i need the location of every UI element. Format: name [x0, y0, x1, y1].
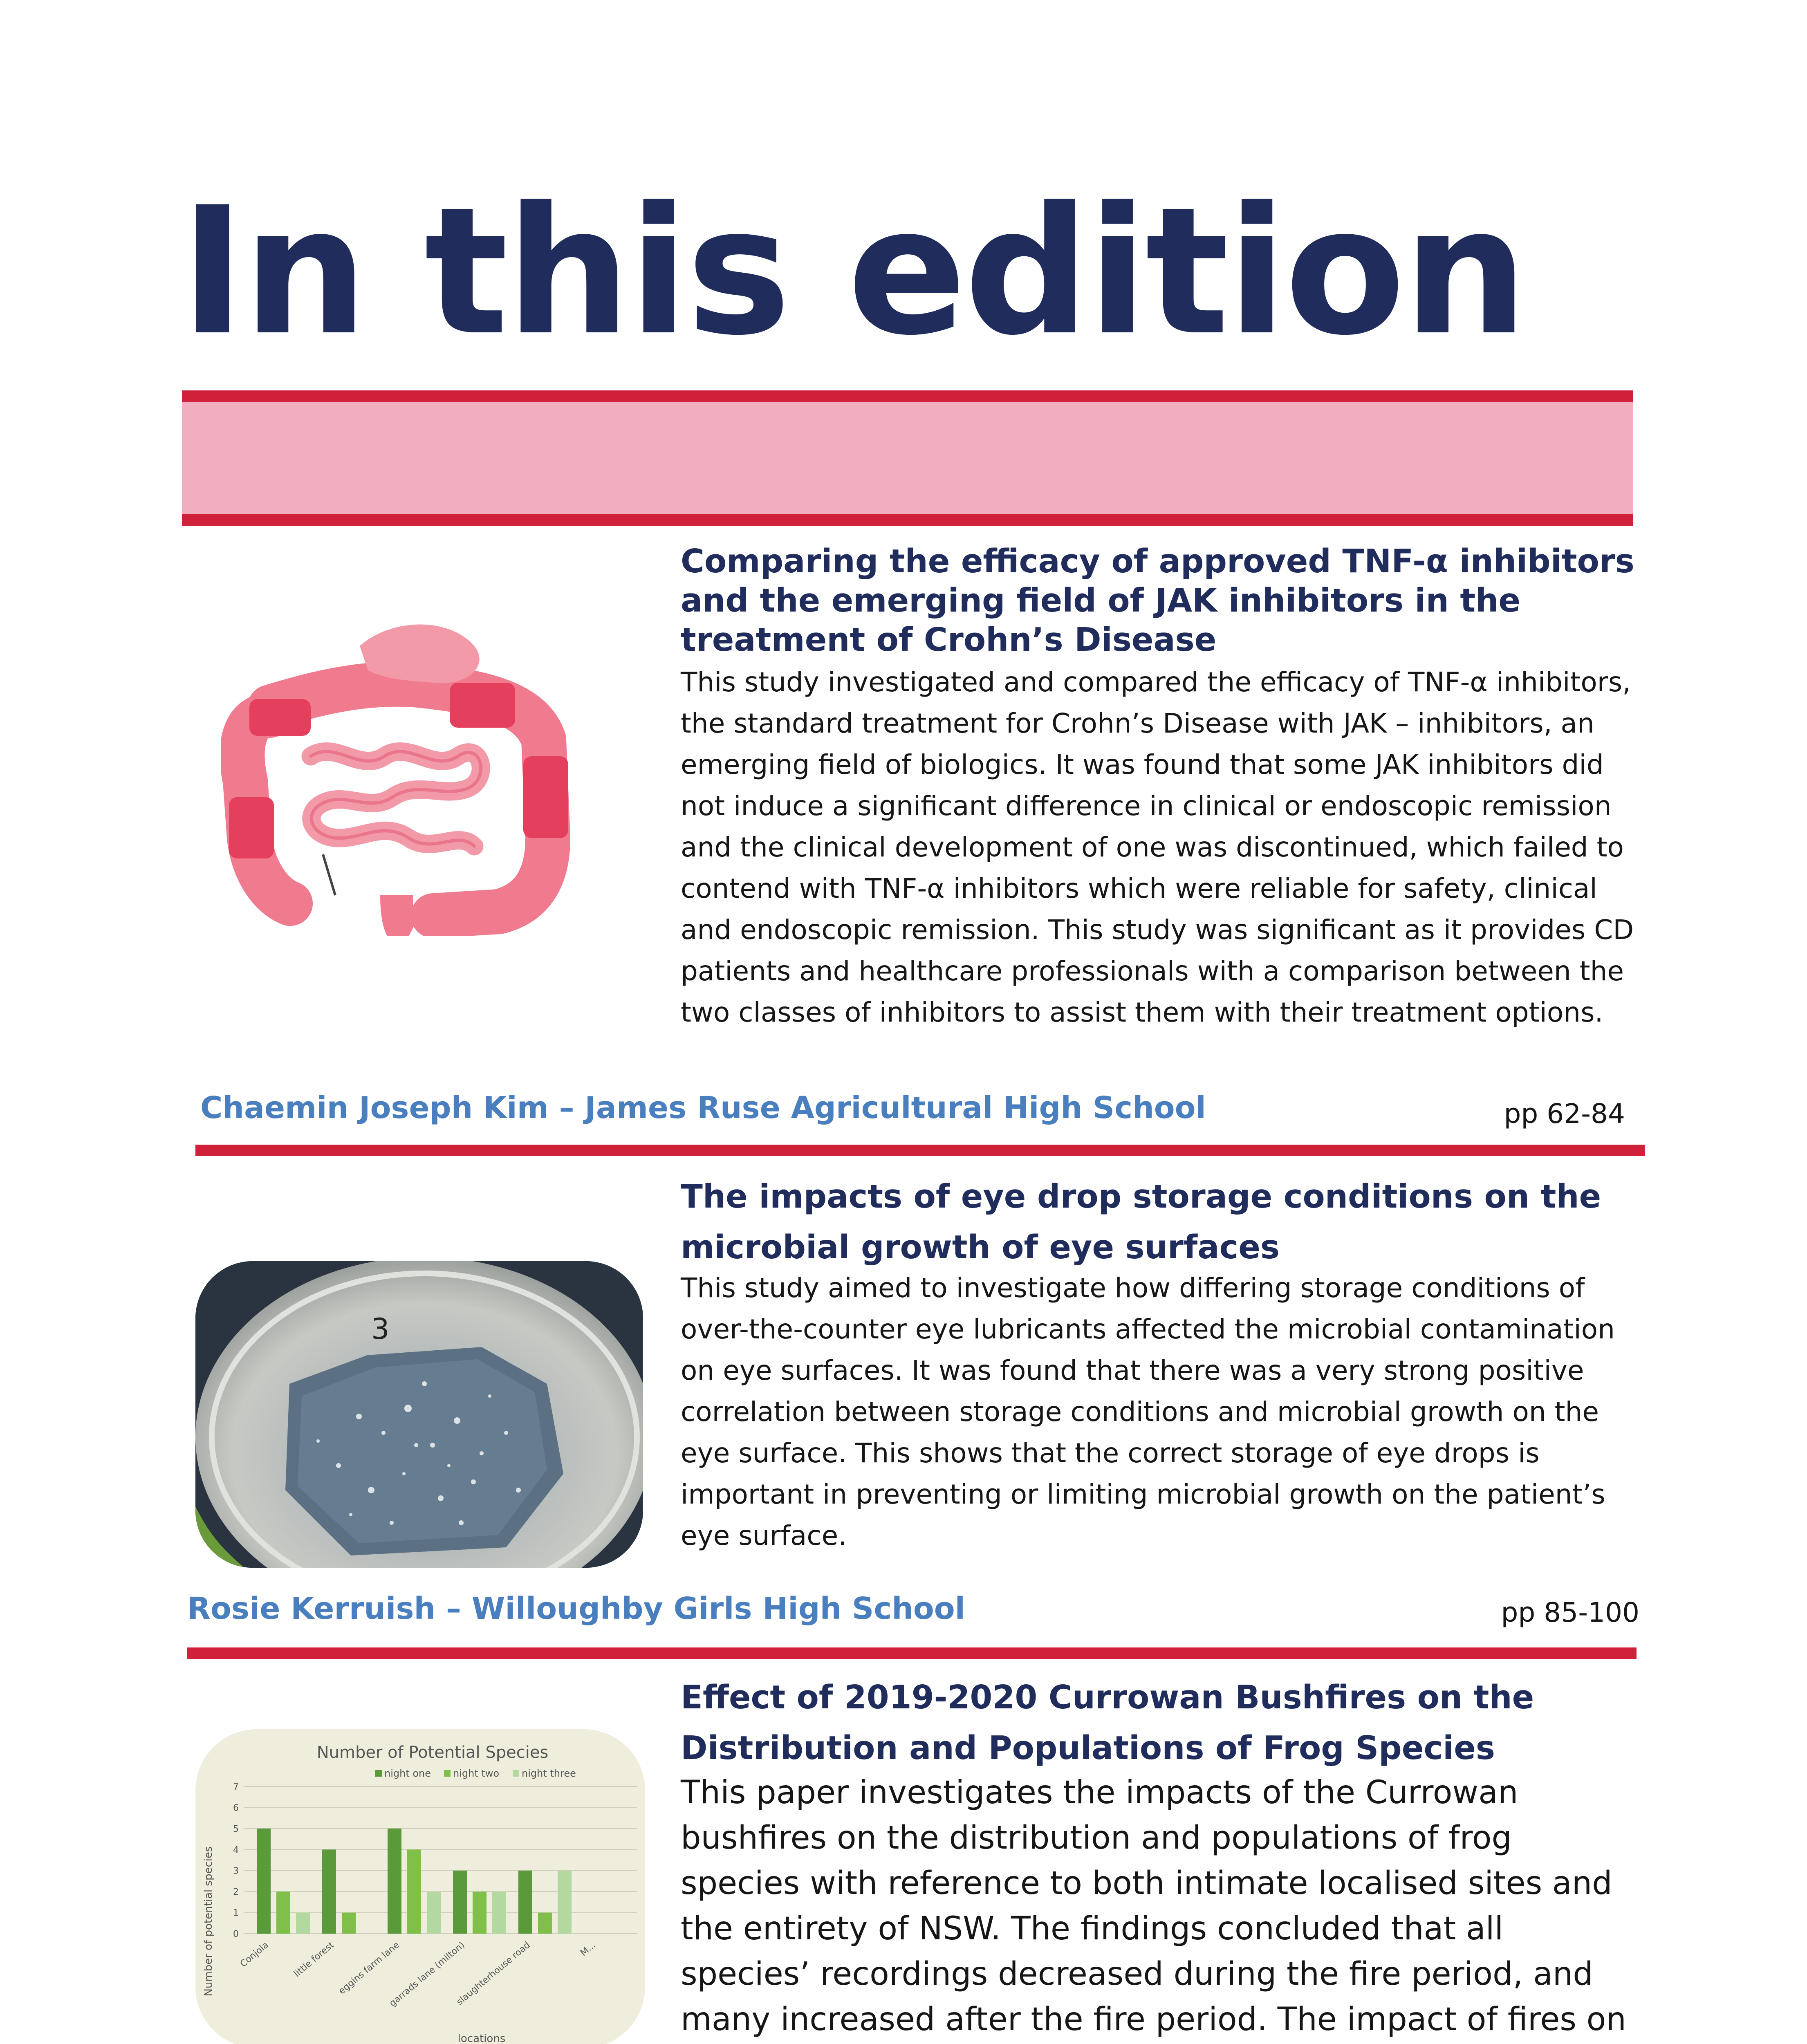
y-tick-label: 5: [233, 1824, 239, 1834]
y-tick-label: 4: [233, 1845, 239, 1856]
article-1-author: Chaemin Joseph Kim – James Ruse Agricultural High School: [200, 1090, 1206, 1125]
bar: [473, 1892, 486, 1934]
article-1-rule: [195, 1145, 1645, 1156]
y-tick-label: 6: [233, 1803, 239, 1813]
bar: [276, 1892, 290, 1934]
legend-swatch: [444, 1770, 451, 1777]
pink-band: [182, 402, 1633, 514]
x-tick-label: garrads lane (milton): [388, 1940, 467, 2009]
legend-label: night two: [453, 1768, 500, 1779]
y-tick-label: 2: [233, 1887, 239, 1898]
bar: [538, 1913, 552, 1934]
x-tick-label: eggins farm lane: [336, 1940, 401, 1997]
y-tick-label: 3: [233, 1866, 239, 1876]
article-3-title: Effect of 2019-2020 Currowan Bushfires on the Distribution and Populations of Frog Species: [681, 1679, 1534, 1767]
bar: [427, 1892, 441, 1934]
bar: [407, 1849, 421, 1934]
bar: [322, 1849, 336, 1934]
intestine-illustration: [221, 609, 581, 936]
legend-swatch: [513, 1770, 519, 1777]
bar: [296, 1913, 310, 1934]
bar: [388, 1829, 401, 1934]
chart-xlabel: locations: [457, 2033, 506, 2044]
article-2-author: Rosie Kerruish – Willoughby Girls High School: [187, 1591, 965, 1626]
x-tick-label: little forest: [292, 1940, 336, 1979]
article-2-pages: pp 85-100: [1501, 1597, 1639, 1628]
dish-label: 3: [371, 1312, 390, 1346]
bar: [518, 1871, 532, 1934]
legend-label: night three: [522, 1768, 576, 1779]
article-2-rule: [187, 1647, 1637, 1659]
y-tick-label: 0: [233, 1929, 239, 1939]
legend-label: night one: [384, 1768, 431, 1779]
page-title: In this edition: [180, 170, 1526, 374]
x-tick-label: M...: [578, 1940, 598, 1959]
top-rule: [182, 390, 1633, 402]
article-1-pages: pp 62-84: [1504, 1098, 1625, 1130]
article-1-summary: This study investigated and compared the efficacy of TNF-α inhibitors, the standard treatment for Crohn’s Disease with JAK – inhibitors, an emerging field of biologics. It was found that some JAK inhibitors did not induce a significant difference in clinical or endoscopic remission and the clinical development of one was discontinued, which failed to contend with TNF-α inhibitors which were reliable for safety, clinical and endoscopic remission. This study was significant as it provides CD patients and healthcare professionals with a comparison between the two classes of inhibitors to assist them with their treatment options.: [681, 666, 1634, 1028]
x-tick-label: Conjola: [238, 1940, 271, 1970]
bar: [453, 1871, 467, 1934]
article-2-title: The impacts of eye drop storage conditions on the microbial growth of eye surfaces: [681, 1178, 1601, 1266]
petri-dish-photo: [195, 1261, 643, 1568]
article-3-summary: This paper investigates the impacts of the Currowan bushfires on the distribution and populations of frog species with reference to both intimate localised sites and the entirety of NSW. The findings concluded that all species’ recordings decreased during the fire period, and many increased after the fire period. The impact of fires on: [681, 1774, 1626, 2038]
bar: [342, 1913, 356, 1934]
bar: [257, 1829, 271, 1934]
y-tick-label: 1: [233, 1908, 239, 1918]
bar: [492, 1892, 506, 1934]
legend-swatch: [375, 1770, 382, 1777]
x-tick-label: slaughterhouse road: [455, 1940, 532, 2008]
frog-species-chart: [195, 1729, 645, 2044]
chart-title: Number of Potential Species: [316, 1743, 549, 1762]
article-1-title: Comparing the efficacy of approved TNF-α inhibitors and the emerging field of JAK inhibitors in the treatment of Crohn’s Disease: [681, 542, 1634, 659]
bar: [558, 1871, 572, 1934]
top-rule-lower: [182, 514, 1633, 526]
article-2-summary: This study aimed to investigate how differing storage conditions of over-the-counter eye lubricants affected the microbial contamination on eye surfaces. It was found that there was a very strong positive correlation between storage conditions and microbial growth on the eye surface. This shows that the correct storage of eye drops is important in preventing or limiting microbial growth on the patient’s eye surface.: [681, 1272, 1615, 1551]
y-tick-label: 7: [233, 1782, 239, 1792]
chart-ylabel: Number of potential species: [202, 1846, 215, 1997]
